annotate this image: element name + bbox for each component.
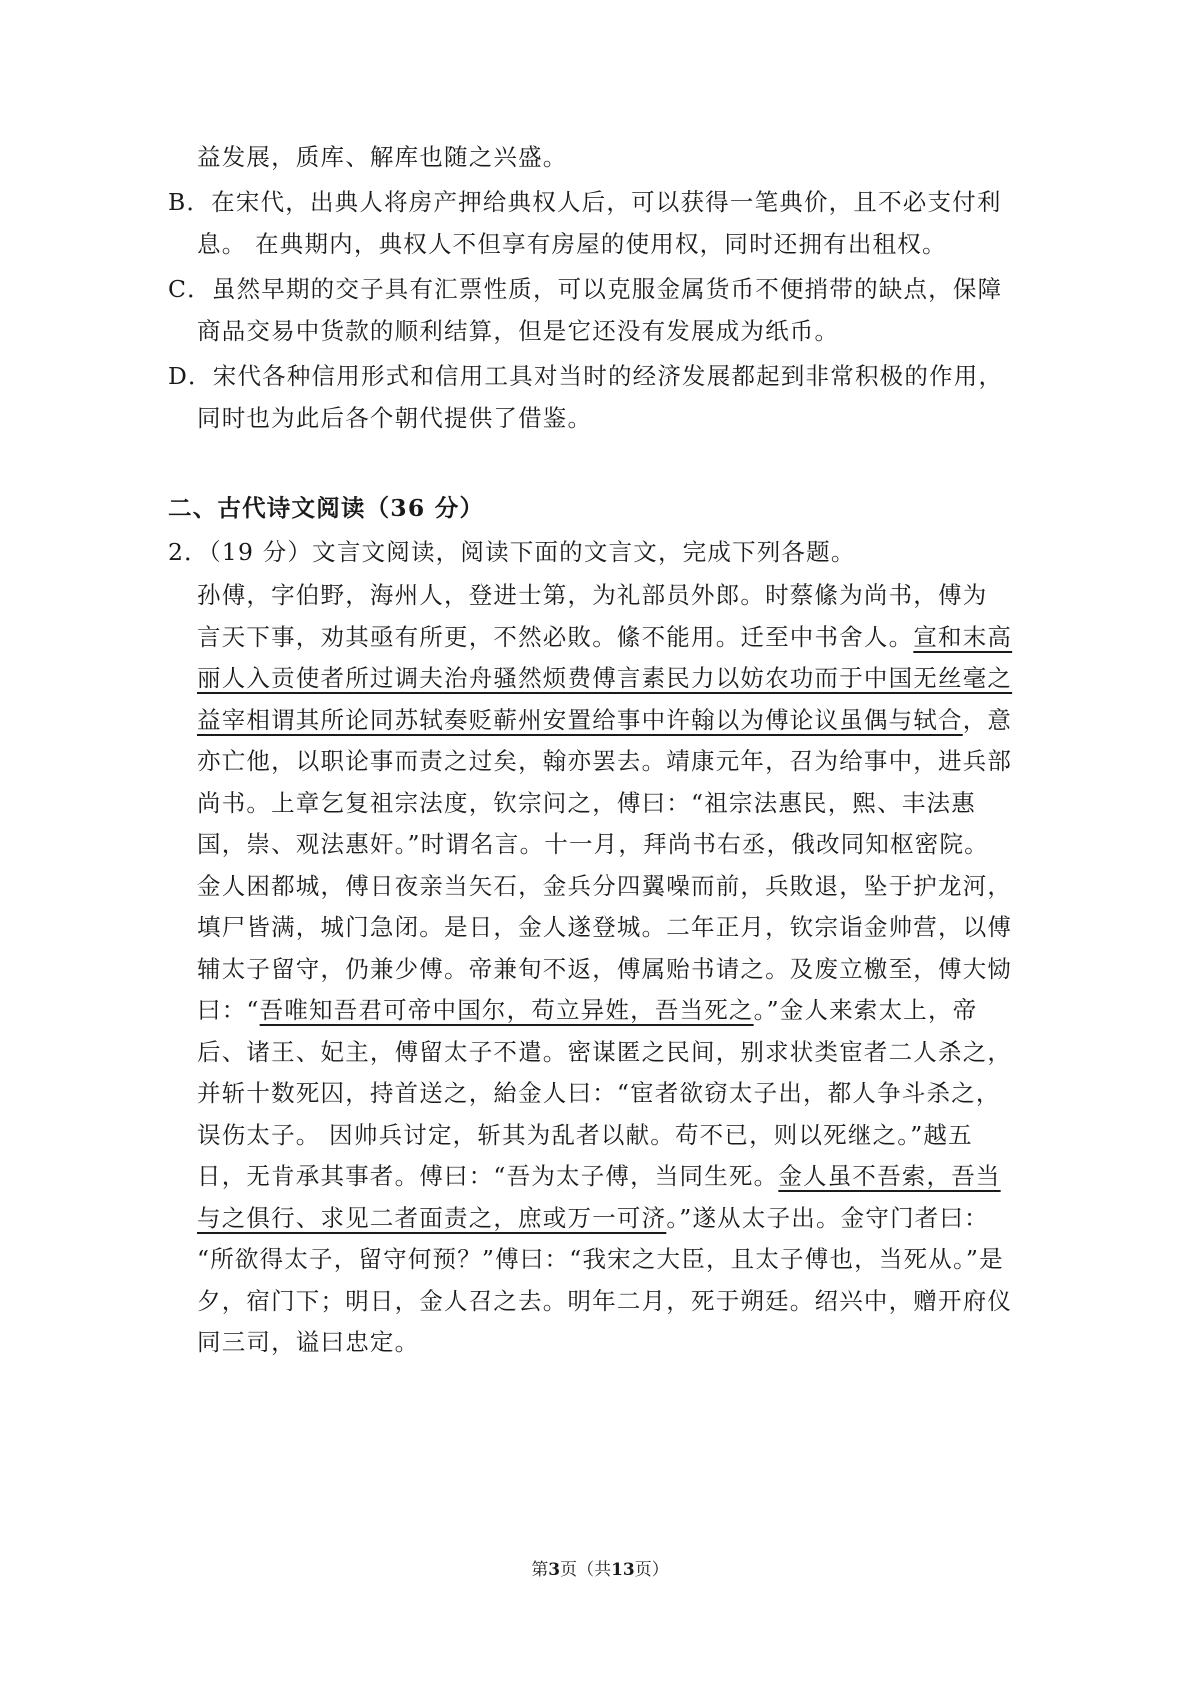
underlined-text: 丽人入贡使者所过调夫治舟骚然烦费傅言素民力以妨农功而于中国无丝毫之 [197, 664, 1013, 692]
underlined-text: 益宰相谓其所论同苏轼奏贬蕲州安置给事中许翰以为傅论议虽偶与轼合 [197, 705, 963, 734]
footer-page-number: 3 [548, 1560, 561, 1580]
footer-suffix: 页） [634, 1560, 669, 1580]
option-a-continuation: 益发展，质库、解库也随之兴盛。 [197, 143, 568, 171]
underlined-text: 吾唯知吾君可帝中国尔，苟立异姓，吾当死之 [259, 996, 754, 1024]
section-heading: 二、古代诗文阅读（36 分） [168, 494, 485, 522]
passage-line [197, 786, 976, 820]
passage-line [197, 1284, 1012, 1318]
passage-text: 金人困都城，傅日夜亲当矢石，金兵分四翼噪而前，兵敗退，坠于护龙河， [197, 871, 1013, 900]
option-c-line-1: C．虽然早期的交子具有汇票性质，可以克服金属货币不便捎带的缺点，保障 [168, 275, 1003, 303]
option-c-line-2: 商品交易中货款的顺利结算，但是它还没有发展成为纸币。 [197, 317, 840, 345]
passage-text: 亦亡他，以职论事而责之过矣，翰亦罢去。靖康元年，召为给事中，进兵部 [197, 747, 1013, 775]
passage-text: 言天下事，劝其亟有所更，不然必敗。絛不能用。迁至中书舍人。 [197, 622, 914, 651]
passage-line [197, 620, 1012, 654]
passage-text: 。”金人来索太上，帝 [753, 996, 978, 1024]
passage-line [197, 910, 1012, 944]
passage-text: 日，无肯承其事者。傅曰：“吾为太子傅，当同生死。 [197, 1162, 779, 1190]
passage-line [197, 993, 977, 1027]
passage-text: 后、诸王、妃主，傅留太子不遣。密谋匿之民间，别求状类宦者二人杀之， [197, 1037, 1013, 1066]
passage-text: 误伤太子。 因帅兵讨定，斩其为乱者以献。苟不已，则以死继之。”越五 [197, 1120, 973, 1149]
passage-line [197, 1201, 989, 1235]
passage-line [197, 827, 989, 861]
page-footer [0, 1558, 1200, 1582]
passage-line [197, 869, 1012, 903]
option-b-line-1: B．在宋代，出典人将房产押给典权人后，可以获得一笔典价，且不必支付利 [168, 188, 1002, 216]
passage-line [197, 578, 987, 612]
underlined-text: 金人虽不吾索，吾当 [778, 1162, 1001, 1190]
passage-line [197, 1076, 1001, 1110]
passage-line [197, 744, 1012, 778]
passage-text: 并斩十数死囚，持首送之，紿金人曰：“宦者欲窃太子出，都人争斗杀之， [197, 1079, 1001, 1107]
passage-line [197, 703, 1012, 737]
passage-text: 填尸皆满，城门急闭。是日，金人遂登城。二年正月，钦宗诣金帅营，以傅 [197, 913, 1013, 941]
passage-line [197, 1159, 1001, 1193]
question-intro: 2．（19 分）文言文阅读，阅读下面的文言文，完成下列各题。 [168, 538, 856, 566]
passage-text: 国，崇、观法惠奸。”时谓名言。十一月，拜尚书右丞，俄改同知枢密院。 [197, 830, 989, 858]
passage-text: 。”遂从太子出。金守门者曰： [666, 1203, 989, 1232]
passage-line [197, 1118, 973, 1152]
underlined-text: 与之俱行、求见二者面责之，庶或万一可济 [197, 1203, 667, 1232]
option-d-line-2: 同时也为此后各个朝代提供了借鉴。 [197, 404, 593, 432]
passage-text: “所欲得太子，留守何预？”傅曰：“我宋之大臣，且太子傅也，当死从。”是 [197, 1245, 1004, 1273]
passage-text: 夕，宿门下；明日，金人召之去。明年二月，死于朔廷。绍兴中，赠开府仪 [197, 1286, 1013, 1315]
footer-mid: 页（共 [560, 1560, 612, 1580]
passage-line [197, 1242, 1004, 1276]
option-b-line-2: 息。 在典期内，典权人不但享有房屋的使用权，同时还拥有出租权。 [197, 230, 947, 258]
underlined-text: 宣和末高 [913, 622, 1013, 651]
passage-line [197, 1325, 419, 1359]
footer-prefix: 第 [531, 1560, 549, 1580]
passage-text: 辅太子留守，仍兼少傅。帝兼旬不返，傅属贻书请之。及废立檄至，傅大恸 [197, 954, 1013, 983]
footer-total-pages: 13 [611, 1560, 635, 1580]
passage-line [197, 661, 1012, 695]
passage-line [197, 1035, 1012, 1069]
passage-line [197, 952, 1012, 986]
option-d-line-1: D．宋代各种信用形式和信用工具对当时的经济发展都起到非常积极的作用， [168, 362, 1004, 390]
passage-text: 尚书。上章乞复祖宗法度，钦宗问之，傅曰：“祖宗法惠民，熙、丰法惠 [197, 788, 976, 817]
passage-text: 孙傅，字伯野，海州人，登进士第，为礼部员外郎。时蔡絛为尚书，傅为 [197, 581, 988, 609]
passage-text: 曰：“ [197, 996, 260, 1024]
passage-text: 同三司，谥曰忠定。 [197, 1328, 420, 1356]
passage-text: ，意 [962, 705, 1013, 734]
